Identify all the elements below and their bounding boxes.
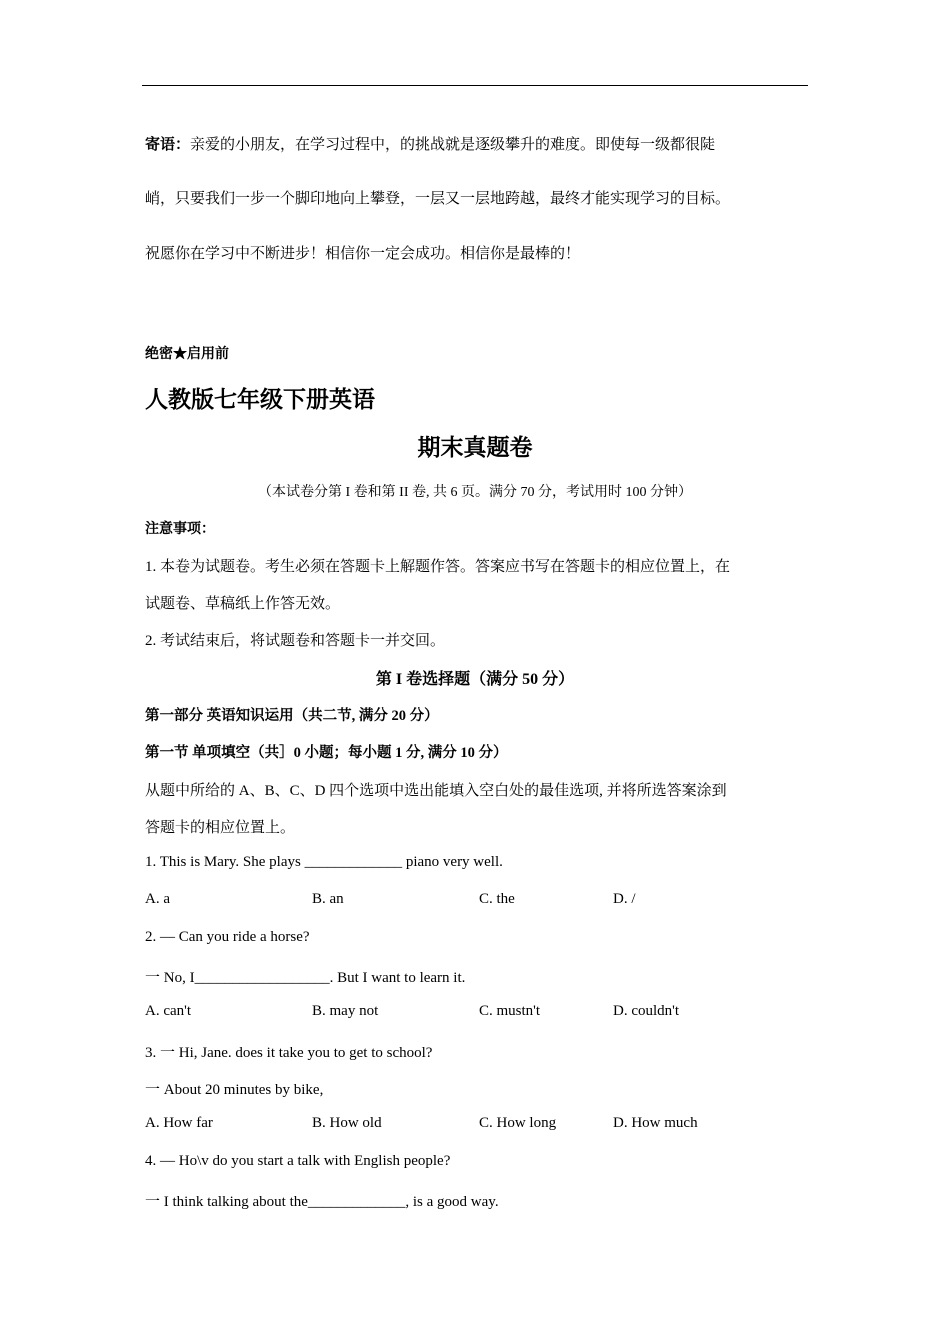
message-label: 寄语：: [145, 137, 191, 153]
question-4-stem: 4. — Ho\v do you start a talk with English people?: [145, 1153, 451, 1169]
exam-subtitle: 期末真题卷: [417, 435, 533, 460]
question-2-option-d: D. couldn't: [613, 1003, 680, 1019]
question-3-option-a: A. How far: [145, 1115, 213, 1131]
question-3-option-d: D. How much: [613, 1115, 698, 1131]
question-1-option-d: D. /: [613, 891, 636, 907]
message-text-1: 亲爱的小朋友，在学习过程中，的挑战就是逐级攀升的难度。即使每一级都很陡: [190, 137, 716, 153]
message-line-3: 祝愿你在学习中不断进步！相信你一定会成功。相信你是最棒的！: [145, 246, 581, 262]
instruction-line-2: 答题卡的相应位置上。: [145, 820, 296, 836]
note-1-line-1: 1. 本卷为试题卷。考生必须在答题卡上解题作答。答案应书写在答题卡的相应位置上，在: [145, 559, 731, 575]
question-2-option-b: B. may not: [312, 1003, 379, 1019]
notes-heading: 注意事项：: [145, 522, 215, 537]
question-2-reply: 一 No, I__________________. But I want to learn it.: [145, 970, 466, 986]
instruction-line-1: 从题中所给的 A、B、C、D 四个选项中选出能填入空白处的最佳选项, 并将所选答案涂到: [145, 783, 727, 799]
question-2-stem: 2. — Can you ride a horse?: [145, 929, 310, 945]
question-4-reply: 一 I think talking about the_____________, is a good way.: [145, 1194, 499, 1210]
header-rule: [142, 85, 808, 86]
question-1-option-b: B. an: [312, 891, 344, 907]
part-heading: 第 I 卷选择题（满分 50 分）: [375, 671, 575, 688]
note-1-line-2: 试题卷、草稿纸上作答无效。: [145, 596, 341, 612]
question-3-reply: 一 About 20 minutes by bike,: [145, 1082, 324, 1098]
note-2: 2. 考试结束后，将试题卷和答题卡一并交回。: [145, 633, 446, 649]
question-1-option-c: C. the: [479, 891, 515, 907]
question-1-option-a: A. a: [145, 891, 170, 907]
message-line-2: 峭，只要我们一步一个脚印地向上攀登，一层又一层地跨越，最终才能实现学习的目标。: [145, 191, 731, 207]
section-2-heading: 第一节 单项填空（共］0 小题；每小题 1 分, 满分 10 分）: [145, 745, 508, 761]
exam-info: （本试卷分第 I 卷和第 II 卷, 共 6 页。满分 70 分，考试用时 100 分钟）: [258, 485, 692, 500]
message-line-1: [145, 133, 715, 154]
section-1-heading: 第一部分 英语知识运用（共二节, 满分 20 分）: [145, 708, 439, 724]
question-3-option-c: C. How long: [479, 1115, 557, 1131]
question-3-stem: 3. 一 Hi, Jane. does it take you to get to school?: [145, 1045, 433, 1061]
question-2-option-c: C. mustn't: [479, 1003, 541, 1019]
question-2-option-a: A. can't: [145, 1003, 192, 1019]
secret-mark: 绝密★启用前: [145, 347, 229, 362]
exam-title: 人教版七年级下册英语: [145, 387, 375, 412]
question-1-stem: 1. This is Mary. She plays _____________ piano very well.: [145, 854, 503, 870]
question-3-option-b: B. How old: [312, 1115, 382, 1131]
